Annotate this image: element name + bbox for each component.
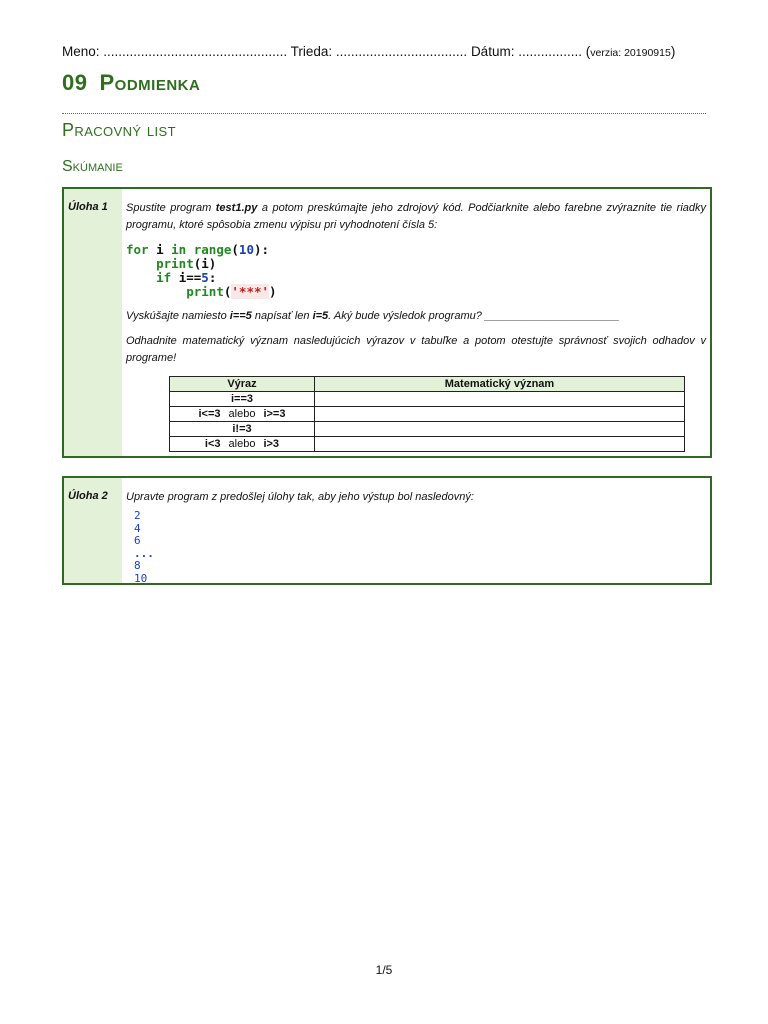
class-blank: ................................... xyxy=(335,44,468,59)
meaning-cell[interactable] xyxy=(315,407,685,422)
task-1-sidebar xyxy=(64,189,122,456)
output-line: 8 xyxy=(134,559,141,572)
lesson-title: Podmienka xyxy=(99,70,201,95)
code-string: '***' xyxy=(231,284,270,299)
meaning-cell[interactable] xyxy=(315,437,685,452)
lesson-number: 09 xyxy=(62,70,88,95)
expression-cell: i!=3 xyxy=(170,422,315,437)
expression-cell: i<3 alebo i>3 xyxy=(170,437,315,452)
expression-cell: i==3 xyxy=(170,392,315,407)
page-title xyxy=(62,70,200,96)
output-line: ... xyxy=(134,546,154,560)
output-line: 6 xyxy=(134,534,141,547)
task-2-label: Úloha 2 xyxy=(68,490,108,502)
task-1-intro: Spustite program test1.py a potom preskúmajte jeho zdrojový kód. Podčiarknite alebo farebne zvýraznite tie riadky programu, ktoré spôsobia zmenu výpisu pri vyhodnotení čísla 5: xyxy=(126,202,706,231)
task-1-question-2: Odhadnite matematický význam nasledujúcich výrazov v tabuľke a potom otestujte správnosť svojich odhadov v programe! xyxy=(126,335,706,364)
header-fields: Meno: ................................................. Trieda: ................................... Dátum: ................. (verzia: 20190915) xyxy=(62,44,676,59)
worksheet-subtitle: Pracovný list xyxy=(62,120,176,140)
code-func-print-2: print xyxy=(186,284,224,299)
column-header-expression: Výraz xyxy=(170,377,315,392)
output-line: 4 xyxy=(134,521,141,535)
name-label: Meno: xyxy=(62,44,100,59)
task-2-text: Upravte program z predošlej úlohy tak, aby jeho výstup bol nasledovný: xyxy=(126,491,474,503)
table-row xyxy=(170,422,685,437)
table-row xyxy=(170,392,685,407)
meaning-cell[interactable] xyxy=(315,422,685,437)
code-keyword-in: in xyxy=(171,242,187,257)
code-func-range: range xyxy=(193,242,232,257)
task-1-label: Úloha 1 xyxy=(68,201,108,213)
name-blank: ................................................. xyxy=(103,44,288,59)
expected-output xyxy=(134,510,154,585)
task-1-box xyxy=(62,187,712,458)
output-line: 2 xyxy=(134,509,141,522)
file-name: test1.py xyxy=(215,202,258,214)
version-text: verzia: 20190915 xyxy=(590,47,671,59)
class-label: Trieda: xyxy=(290,44,333,59)
code-func-print-1: print xyxy=(156,256,194,271)
date-blank: ................. xyxy=(518,44,582,59)
table-header-row xyxy=(170,377,685,392)
task-2-box xyxy=(62,476,712,585)
date-label: Dátum: xyxy=(470,44,515,59)
code-listing: for i in range(10): print(i) if i==5: print('***') xyxy=(126,242,277,299)
output-line: 10 xyxy=(134,571,148,585)
dotted-divider xyxy=(62,113,706,114)
column-header-meaning: Matematický význam xyxy=(315,377,685,392)
task-2-sidebar xyxy=(64,478,122,583)
code-keyword-if: if xyxy=(156,270,172,285)
code-number-10: 10 xyxy=(238,242,254,257)
section-heading: Skúmanie xyxy=(62,158,123,175)
task-1-question-1: Vyskúšajte namiesto i==5 napísať len i=5. Aký bude výsledok programu? ______________________ xyxy=(126,310,620,322)
code-keyword-for: for xyxy=(126,242,149,257)
expression-cell: i<=3 alebo i>=3 xyxy=(170,407,315,422)
meaning-cell[interactable] xyxy=(315,392,685,407)
page-number: 1/5 xyxy=(375,963,393,977)
table-row xyxy=(170,407,685,422)
code-number-5: 5 xyxy=(201,270,209,285)
expression-table xyxy=(169,376,685,452)
table-row xyxy=(170,437,685,452)
